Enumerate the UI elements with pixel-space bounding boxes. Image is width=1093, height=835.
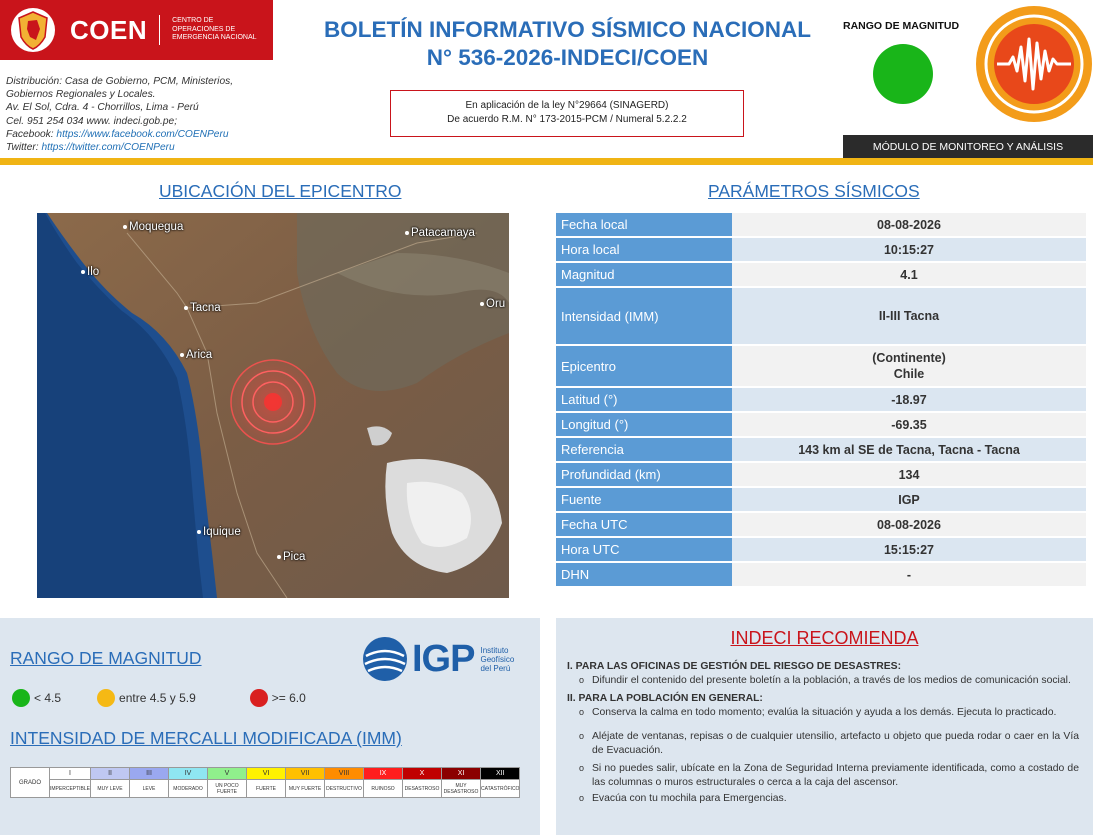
recommendations-body (567, 660, 1079, 806)
parameter-value-line: (Continente) (872, 351, 946, 365)
epicenter-title: UBICACIÓN DEL EPICENTRO (159, 181, 402, 201)
twitter-link[interactable]: https://twitter.com/COENPeru (41, 142, 175, 154)
igp-sub-line: Geofísico (480, 654, 515, 664)
parameter-value: 15:15:27 (732, 538, 1086, 561)
parameter-key: Intensidad (IMM) (556, 288, 732, 344)
parameter-row (556, 346, 1086, 388)
coen-name: COEN (70, 14, 148, 45)
header-divider (0, 158, 1093, 165)
parameter-row (556, 238, 1086, 263)
parameter-row (556, 213, 1086, 238)
seismograph-logo-icon (975, 5, 1093, 123)
parameter-value: IGP (732, 488, 1086, 511)
facebook-line (6, 128, 233, 141)
parameter-row (556, 438, 1086, 463)
magnitude-legend (12, 689, 306, 707)
parameter-row (556, 463, 1086, 488)
mercalli-description: UN POCO FUERTE (208, 780, 247, 798)
parameter-row (556, 263, 1086, 288)
legend-label: >= 6.0 (271, 691, 306, 705)
map-city-label: Moquegua (123, 221, 183, 233)
law-reference-box (390, 90, 744, 137)
parameter-key: Latitud (°) (556, 388, 732, 411)
mercalli-level: VI (247, 768, 286, 780)
mercalli-description: IMPERCEPTIBLE (50, 780, 91, 798)
map-city-label: Arica (180, 349, 212, 361)
mercalli-level: VII (286, 768, 325, 780)
bulletin-title (300, 16, 835, 72)
map-city-label: Ilo (81, 266, 99, 278)
twitter-label: Twitter: (6, 142, 42, 154)
mercalli-description: MUY LEVE (91, 780, 130, 798)
parameter-value: II-III Tacna (732, 288, 1086, 344)
map-city-label: Patacamaya (405, 227, 475, 239)
mercalli-description: DESTRUCTIVO (325, 780, 364, 798)
yellow-dot-icon (97, 689, 115, 707)
parameter-value: - (732, 563, 1086, 586)
igp-sub-line: Instituto (480, 645, 509, 655)
grado-label: GRADO (11, 768, 50, 798)
recommendation-item: o Si no puedes salir, ubícate en la Zona de Seguridad Interna previamente identificada, como a costado de las columnas o muros estructurales o cerca a la caja del ascensor. (579, 762, 1079, 790)
mercalli-scale-table (10, 767, 520, 798)
satellite-map-image (37, 213, 509, 598)
red-dot-icon (250, 689, 268, 707)
mercalli-level: I (50, 768, 91, 780)
parameter-row (556, 488, 1086, 513)
parameter-row (556, 413, 1086, 438)
parameter-value: 10:15:27 (732, 238, 1086, 261)
green-dot-icon (12, 689, 30, 707)
parameter-row (556, 388, 1086, 413)
recommendations-title: INDECI RECOMIENDA (730, 628, 919, 648)
mercalli-level: II (91, 768, 130, 780)
info-line: Distribución: Casa de Gobierno, PCM, Ministerios, (6, 76, 234, 87)
map-city-label: Tacna (184, 302, 221, 314)
parameters-title: PARÁMETROS SÍSMICOS (708, 181, 920, 201)
parameter-row (556, 288, 1086, 346)
mercalli-description: LEVE (130, 780, 169, 798)
parameter-key: Hora local (556, 238, 732, 261)
mercalli-description: FUERTE (247, 780, 286, 798)
mercalli-level: XII (481, 768, 520, 780)
mercalli-description: DESASTROSO (403, 780, 442, 798)
igp-globe-icon (362, 636, 408, 682)
parameter-key: Magnitud (556, 263, 732, 286)
recommendation-item: o Difundir el contenido del presente boletín a la población, a través de los medios de comunicación social. (579, 674, 1079, 688)
parameter-value: 134 (732, 463, 1086, 486)
recommendation-item: o Conserva la calma en todo momento; evalúa la situación y ayuda a los demás. Ejecuta lo practicado. (579, 706, 1079, 720)
parameter-key: Fuente (556, 488, 732, 511)
parameter-key: Profundidad (km) (556, 463, 732, 486)
parameter-value-line: Chile (893, 367, 925, 381)
law-line-1: En aplicación de la ley N°29664 (SINAGERD) (465, 100, 669, 111)
info-line: Gobiernos Regionales y Locales. (6, 89, 156, 101)
mercalli-description: CATASTRÓFICO (481, 780, 520, 798)
distribution-info (6, 75, 233, 154)
mercalli-level: VIII (325, 768, 364, 780)
title-line-2: N° 536-2026-INDECI/COEN (426, 45, 709, 70)
parameter-key: Fecha UTC (556, 513, 732, 536)
seismic-parameters-table (556, 213, 1086, 588)
parameter-key: Fecha local (556, 213, 732, 236)
twitter-line (6, 141, 233, 154)
mercalli-description: MUY FUERTE (286, 780, 325, 798)
epicenter-map[interactable] (37, 213, 509, 598)
igp-name: IGP (412, 637, 475, 680)
igp-sub-line: del Perú (480, 663, 511, 673)
info-line: Cel. 951 254 034 www. indeci.gob.pe; (6, 115, 178, 127)
parameter-value: 4.1 (732, 263, 1086, 286)
legend-label: entre 4.5 y 5.9 (119, 691, 196, 705)
magnitude-range-title: RANGO DE MAGNITUD (10, 648, 202, 668)
parameter-value: -18.97 (732, 388, 1086, 411)
coen-subtitle: CENTRO DE OPERACIONES DE EMERGENCIA NACIONAL (172, 17, 257, 42)
mercalli-level: X (403, 768, 442, 780)
parameter-value (732, 346, 1086, 386)
parameter-key: Referencia (556, 438, 732, 461)
facebook-link[interactable]: https://www.facebook.com/COENPeru (56, 128, 229, 140)
info-line: Av. El Sol, Cdra. 4 - Chorrillos, Lima - Perú (6, 102, 199, 114)
parameter-row (556, 563, 1086, 588)
parameter-value: 08-08-2026 (732, 213, 1086, 236)
parameter-value: 143 km al SE de Tacna, Tacna - Tacna (732, 438, 1086, 461)
mercalli-title: INTENSIDAD DE MERCALLI MODIFICADA (IMM) (10, 728, 402, 748)
parameter-key: Hora UTC (556, 538, 732, 561)
mercalli-level: XI (442, 768, 481, 780)
shield-icon (10, 7, 56, 53)
mercalli-level: III (130, 768, 169, 780)
law-line-2: De acuerdo R.M. N° 173-2015-PCM / Numeral 5.2.2.2 (447, 114, 687, 125)
recommendation-section-title: I. PARA LAS OFICINAS DE GESTIÓN DEL RIESGO DE DESASTRES: (567, 661, 902, 672)
igp-logo (362, 636, 530, 682)
mercalli-level: IX (364, 768, 403, 780)
parameter-value: 08-08-2026 (732, 513, 1086, 536)
map-city-label: Iquique (197, 526, 241, 538)
parameter-key: DHN (556, 563, 732, 586)
parameter-row (556, 513, 1086, 538)
logo-divider (159, 15, 160, 45)
recommendation-list (579, 674, 1079, 688)
title-line-1: BOLETÍN INFORMATIVO SÍSMICO NACIONAL (323, 17, 812, 42)
mercalli-level: V (208, 768, 247, 780)
magnitude-indicator (873, 44, 933, 104)
map-city-label: Pica (277, 551, 305, 563)
parameter-value: -69.35 (732, 413, 1086, 436)
recommendation-item: o Evacúa con tu mochila para Emergencias. (579, 792, 1079, 806)
mercalli-description: MUY DESASTROSO (442, 780, 481, 798)
coen-logo (0, 0, 273, 60)
monitoring-module-bar: MÓDULO DE MONITOREO Y ANÁLISIS (843, 135, 1093, 158)
facebook-label: Facebook: (6, 128, 57, 140)
mercalli-description: RUINOSO (364, 780, 403, 798)
recommendation-item: o Aléjate de ventanas, repisas o de cualquier utensilio, artefacto u objeto que pueda rodar o caer en la Vía de Evacuación. (579, 730, 1079, 758)
mercalli-level: IV (169, 768, 208, 780)
recommendation-section-title: II. PARA LA POBLACIÓN EN GENERAL: (567, 693, 763, 704)
map-city-label: Oru (480, 298, 505, 310)
parameter-row (556, 538, 1086, 563)
rango-header-label: RANGO DE MAGNITUD (843, 20, 960, 32)
legend-label: < 4.5 (34, 691, 62, 705)
parameter-key: Longitud (°) (556, 413, 732, 436)
recommendation-list (579, 706, 1079, 806)
mercalli-description: MODERADO (169, 780, 208, 798)
parameter-key: Epicentro (556, 346, 732, 386)
igp-subtitle (480, 646, 530, 673)
